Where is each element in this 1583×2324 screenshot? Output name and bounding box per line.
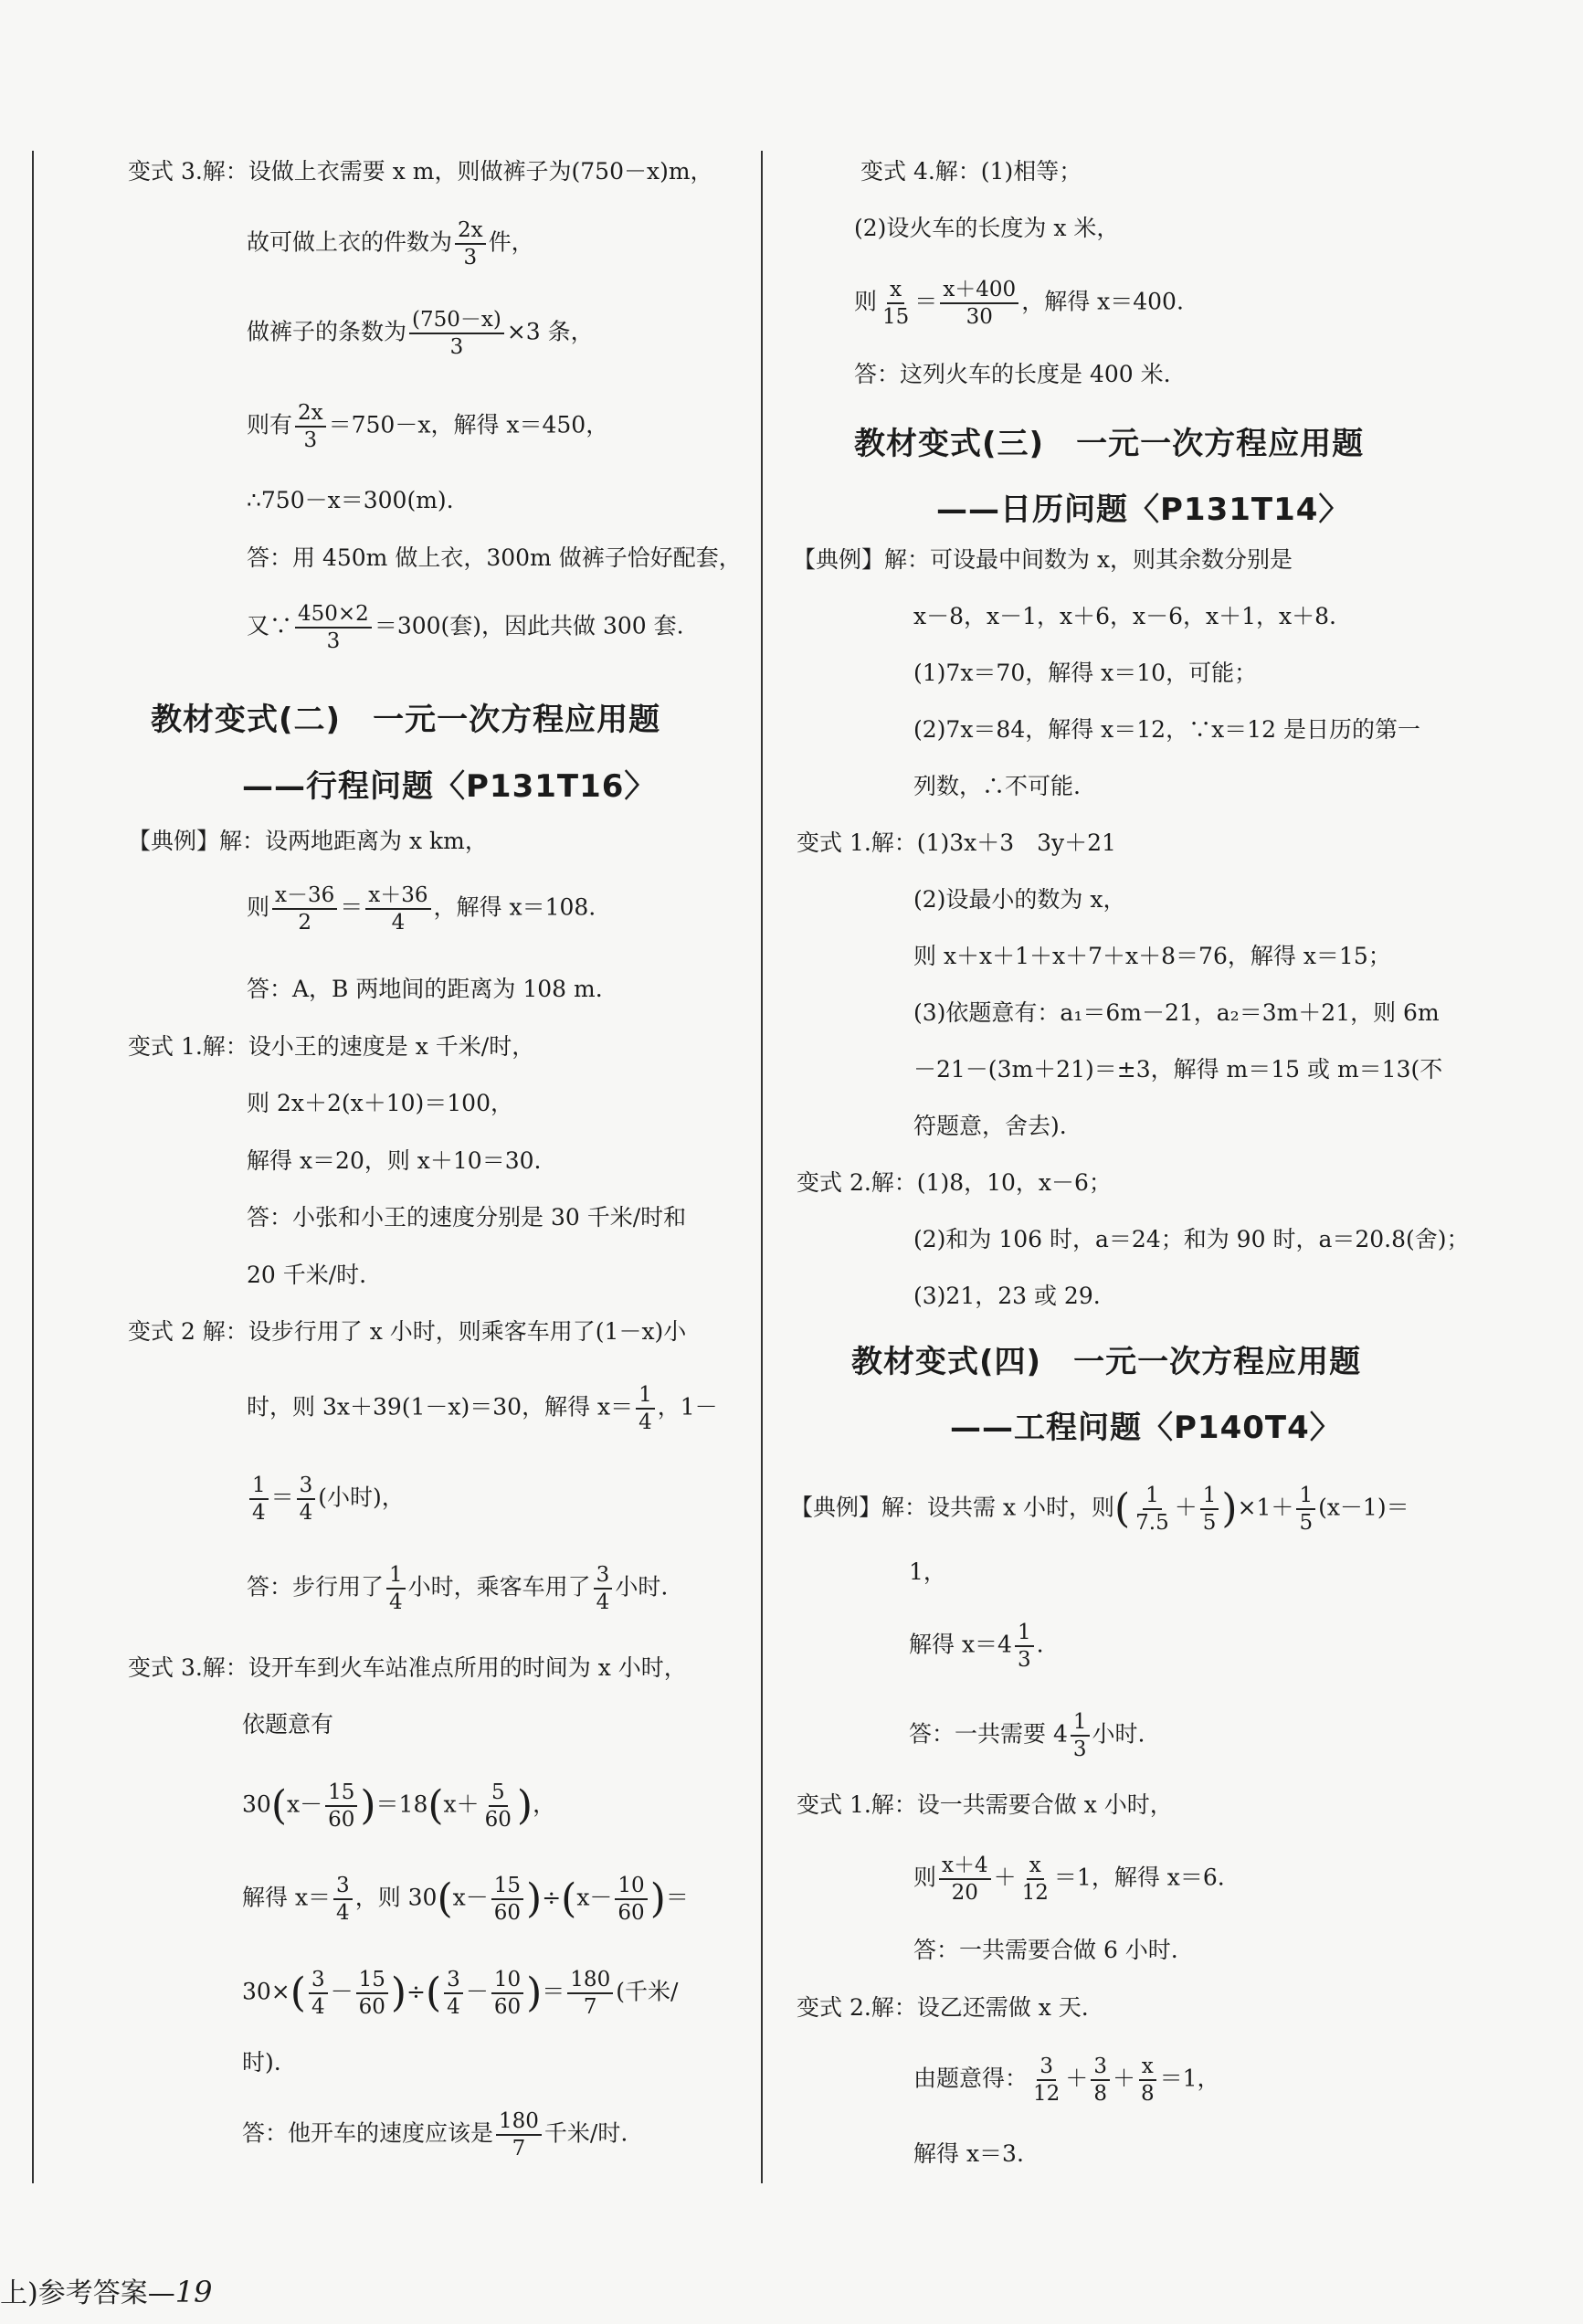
numerator: 5 (489, 1781, 508, 1807)
text: ＝1， (1159, 2065, 1220, 2092)
text: ＋ (1112, 2065, 1135, 2092)
numerator: 2x (295, 402, 326, 428)
v3a-line-3 (247, 309, 594, 358)
ex3-line-5: 列数，∴不可能. (913, 773, 1081, 799)
ex4-line-2: 1， (909, 1558, 946, 1585)
text: 解得 x＝4 (909, 1631, 1012, 1658)
text: ×1＋ (1237, 1494, 1294, 1521)
denominator: 60 (493, 1995, 522, 2020)
ex4-line-1: 【典例】解：设共需 x 小时，则( $\frac{1}{7.5}$ ＋ $\frac{1}{5}$ )×1＋ $\frac{1}{5}$ (x－1)＝ (790, 1484, 1409, 1536)
denominator: 30 (966, 305, 993, 330)
section-heading-3: 教材变式(三) 一元一次方程应用题 (854, 426, 1365, 462)
fraction (455, 219, 486, 269)
text: ， (533, 1791, 556, 1818)
numerator: (750－x) (409, 309, 504, 334)
fraction (272, 884, 337, 934)
v3-line-6: 时). (242, 2049, 281, 2076)
denominator: 3 (303, 428, 318, 453)
ex2-line-3: 答：A，B 两地间的距离为 108 m. (247, 976, 603, 1002)
fraction (444, 1969, 463, 2018)
text: (x－1)＝ (1318, 1494, 1409, 1521)
text: ＝18 (375, 1791, 428, 1818)
text: 时，则 3x＋39(1－x)＝30，解得 x＝ (247, 1393, 634, 1421)
text: － (330, 1978, 354, 2005)
numerator: 180 (567, 1969, 613, 1994)
numerator: 1 (1015, 1622, 1034, 1647)
numerator: 3 (594, 1564, 613, 1590)
text: ＋ (1065, 2065, 1089, 2092)
section-heading-4: 教材变式(四) 一元一次方程应用题 (851, 1344, 1362, 1380)
text: ＝300(套)，因此共做 300 套. (374, 612, 684, 639)
v3-line-2: 依题意有 (242, 1711, 334, 1738)
fraction (356, 1969, 388, 2018)
c1-line-2: (2)设最小的数为 x， (913, 886, 1126, 913)
text: ＋ (993, 1864, 1017, 1891)
text: ＝ (542, 1978, 565, 2005)
numerator: 450×2 (295, 603, 372, 629)
fraction (940, 279, 1018, 328)
fraction (482, 1781, 514, 1831)
c1-line-5: －21－(3m＋21)＝±3，解得 m＝15 或 m＝13(不 (913, 1056, 1443, 1083)
fraction (615, 1875, 647, 1924)
numerator: x (1027, 1854, 1044, 1880)
section-subheading-4: ——工程问题〈P140T4〉 (950, 1410, 1342, 1446)
v2-line-3 (247, 1474, 405, 1524)
section-subheading-3: ——日历问题〈P131T14〉 (936, 491, 1351, 528)
text: (千米/ (616, 1978, 679, 2005)
fraction (636, 1384, 655, 1433)
denominator: 3 (1017, 1648, 1031, 1673)
fraction (386, 1564, 406, 1613)
c2-line-2: (2)和为 106 时，a＝24；和为 90 时，a＝20.8(舍)； (913, 1226, 1470, 1252)
denominator: 60 (617, 1901, 645, 1926)
text: － (465, 1978, 489, 2005)
fraction (491, 1875, 523, 1924)
v1-line-1: 变式 1.解：设小王的速度是 x 千米/时， (128, 1033, 535, 1060)
c1-line-6: 符题意，舍去). (913, 1113, 1067, 1139)
fraction (880, 279, 912, 328)
text: x－ (452, 1884, 489, 1911)
text: . (1036, 1631, 1044, 1658)
v3-line-4: 解得 x＝ $\frac{3}{4}$ ，则 30(x－ $\frac{15}{60}$ )÷(x－ $\frac{10}{60}$ )＝ (242, 1874, 689, 1926)
v1-line-2: 则 2x＋2(x＋10)＝100， (247, 1090, 513, 1116)
numerator: 15 (356, 1969, 388, 1994)
numerator: 1 (1200, 1484, 1219, 1510)
v4-line-4: 答：这列火车的长度是 400 米. (854, 361, 1171, 387)
fraction (567, 1969, 613, 2018)
text: 答：一共需要 4 (909, 1720, 1068, 1748)
text: 30 (242, 1791, 271, 1818)
numerator: 3 (333, 1875, 353, 1900)
v1-line-4: 答：小张和小王的速度分别是 30 千米/时和 (247, 1204, 687, 1231)
fraction (1138, 2055, 1157, 2105)
numerator: x＋4 (939, 1854, 991, 1880)
denominator: 7.5 (1135, 1511, 1169, 1536)
ex2-line-1: 【典例】解：设两地距离为 x km， (128, 828, 488, 854)
text: 小时. (1092, 1720, 1145, 1748)
numerator: 2x (455, 219, 486, 245)
denominator: 4 (299, 1501, 313, 1526)
ex3-line-4: (2)7x＝84，解得 x＝12，∵x＝12 是日历的第一 (913, 716, 1420, 743)
w1-line-1: 变式 1.解：设一共需要合做 x 小时， (797, 1791, 1173, 1818)
text: 做裤子的条数为 (247, 318, 407, 345)
text: 30× (242, 1978, 290, 2005)
v2-line-1: 变式 2 解：设步行用了 x 小时，则乘客车用了(1－x)小 (128, 1318, 687, 1345)
denominator: 3 (463, 246, 478, 270)
fraction (939, 1854, 991, 1904)
numerator: 3 (309, 1969, 328, 1994)
v3a-line-4 (247, 402, 608, 451)
v3a-line-5: ∴750－x＝300(m). (247, 487, 454, 513)
text: 则有 (247, 411, 293, 438)
text: 小时. (615, 1573, 669, 1600)
v3a-line-1: 变式 3.解：设做上衣需要 x m，则做裤子为(750－x)m， (128, 158, 713, 185)
ex3-line-1: 【典例】解：可设最中间数为 x，则其余数分别是 (793, 546, 1293, 573)
text: 件， (488, 228, 534, 256)
v1-line-5: 20 千米/时. (247, 1262, 367, 1288)
denominator: 4 (447, 1995, 460, 2020)
text: 则 (913, 1864, 937, 1891)
column-divider (761, 151, 763, 2183)
text: (小时)， (318, 1484, 405, 1511)
v2-line-2 (247, 1384, 718, 1433)
text: ，则 30 (354, 1884, 438, 1911)
page-footer (0, 2270, 212, 2310)
fraction (295, 402, 326, 451)
text: 千米/时. (543, 2119, 628, 2147)
v3-line-1: 变式 3.解：设开车到火车站准点所用的时间为 x 小时， (128, 1654, 687, 1681)
fraction (309, 1969, 328, 2018)
denominator: 4 (638, 1410, 652, 1435)
numerator: x＋400 (940, 279, 1018, 304)
fraction (1200, 1484, 1219, 1534)
denominator: 3 (449, 335, 464, 360)
w1-line-3: 答：一共需要合做 6 小时. (913, 1937, 1178, 1963)
fraction (1133, 1484, 1172, 1534)
numerator: 1 (1296, 1484, 1315, 1510)
numerator: 3 (297, 1474, 316, 1500)
fraction (365, 884, 430, 934)
numerator: 180 (496, 2110, 542, 2136)
denominator: 12 (1033, 2082, 1061, 2107)
denominator: 20 (951, 1881, 978, 1906)
numerator: 10 (615, 1875, 647, 1900)
denominator: 4 (252, 1501, 266, 1526)
c2-line-3: (3)21，23 或 29. (913, 1283, 1101, 1309)
text: ＝ (270, 1484, 294, 1511)
text: 故可做上衣的件数为 (247, 228, 453, 256)
numerator: 1 (386, 1564, 406, 1590)
fraction (1091, 2055, 1110, 2105)
denominator: 5 (1299, 1511, 1314, 1536)
v4-line-3 (854, 279, 1184, 328)
numerator: x＋36 (365, 884, 430, 910)
text: ＝ (914, 288, 938, 315)
numerator: 15 (325, 1781, 357, 1807)
v3-line-7 (242, 2110, 628, 2160)
numerator: 3 (444, 1969, 463, 1994)
numerator: 1 (1071, 1711, 1090, 1737)
v3a-line-7 (247, 603, 684, 652)
numerator: 3 (1091, 2055, 1110, 2081)
fraction (333, 1875, 353, 1924)
denominator: 60 (358, 1995, 385, 2020)
ex3-line-3: (1)7x＝70，解得 x＝10，可能； (913, 660, 1258, 686)
page-number: 19 (174, 2275, 213, 2309)
text: 小时，乘客车用了 (407, 1573, 591, 1600)
fraction (1296, 1484, 1315, 1534)
text: ＝ (665, 1884, 689, 1911)
text: 则 (854, 288, 878, 315)
text: ＋ (1174, 1494, 1198, 1521)
fraction (491, 1969, 523, 2018)
numerator: x－36 (272, 884, 337, 910)
text: ＝750－x，解得 x＝450， (328, 411, 609, 438)
v4-line-1: 变式 4.解：(1)相等； (860, 158, 1082, 185)
text: ＝1，解得 x＝6. (1053, 1864, 1225, 1891)
ex4-line-3 (909, 1622, 1044, 1671)
text: 解得 x＝ (242, 1884, 332, 1911)
text: ÷ (406, 1978, 426, 2005)
section-subheading-2: ——行程问题〈P131T16〉 (242, 768, 657, 805)
denominator: 15 (882, 305, 910, 330)
text: ，解得 x＝108. (433, 893, 596, 921)
footer-label: 上)参考答案— (0, 2277, 175, 2309)
denominator: 4 (311, 1995, 325, 2020)
c2-line-1: 变式 2.解：(1)8，10，x－6； (797, 1169, 1112, 1196)
text: x＋ (443, 1791, 480, 1818)
fraction (325, 1781, 357, 1831)
c1-line-3: 则 x＋x＋1＋x＋7＋x＋8＝76，解得 x＝15； (913, 943, 1391, 969)
w2-line-2 (913, 2055, 1220, 2105)
denominator: 8 (1140, 2082, 1155, 2107)
numerator: 15 (491, 1875, 523, 1900)
denominator: 5 (1202, 1511, 1217, 1536)
numerator: 10 (491, 1969, 523, 1994)
ex3-line-2: x－8，x－1，x＋6，x－6，x＋1，x＋8. (913, 603, 1336, 629)
fraction (295, 603, 372, 652)
fraction (1030, 2055, 1062, 2105)
v3a-line-2 (247, 219, 534, 269)
denominator: 4 (391, 911, 406, 935)
text: ×3 条， (506, 318, 594, 345)
denominator: 4 (389, 1590, 403, 1615)
w2-line-3: 解得 x＝3. (913, 2140, 1024, 2167)
numerator: 1 (636, 1384, 655, 1410)
text: 答：步行用了 (247, 1573, 385, 1600)
text: x－ (286, 1791, 323, 1818)
numerator: x (887, 279, 904, 304)
fraction (409, 309, 504, 358)
left-margin-rule (32, 151, 34, 2183)
fraction (594, 1564, 613, 1613)
w2-line-1: 变式 2.解：设乙还需做 x 天. (797, 1994, 1089, 2021)
denominator: 4 (336, 1901, 350, 1926)
text: 【典例】解：设共需 x 小时，则 (790, 1494, 1114, 1521)
c1-line-1: 变式 1.解：(1)3x＋3 3y＋21 (797, 829, 1116, 856)
denominator: 60 (484, 1808, 512, 1833)
fraction (496, 2110, 542, 2160)
denominator: 3 (326, 629, 341, 654)
numerator: 1 (1143, 1484, 1162, 1510)
section-heading-2: 教材变式(二) 一元一次方程应用题 (151, 702, 661, 738)
text: 则 (247, 893, 270, 921)
v2-line-4 (247, 1564, 668, 1613)
c1-line-4: (3)依题意有：a₁＝6m－21，a₂＝3m＋21，则 6m (913, 999, 1440, 1026)
denominator: 3 (1072, 1738, 1087, 1762)
fraction (1019, 1854, 1051, 1904)
numerator: x (1139, 2055, 1156, 2081)
ex4-line-4 (909, 1711, 1145, 1760)
denominator: 2 (298, 911, 311, 935)
text: 又∵ (247, 612, 293, 639)
denominator: 4 (596, 1590, 610, 1615)
text: x－ (576, 1884, 613, 1911)
numerator: 1 (249, 1474, 269, 1500)
v3-line-5: 30×( $\frac{3}{4}$ － $\frac{15}{60}$ )÷( $\frac{3}{4}$ － $\frac{10}{60}$ )＝ $\frac{180}{7}$ (千米/ (242, 1968, 679, 2020)
text: ，解得 x＝400. (1021, 288, 1184, 315)
text: 答：他开车的速度应该是 (242, 2119, 494, 2147)
v3a-line-6: 答：用 450m 做上衣，300m 做裤子恰好配套， (247, 544, 742, 571)
text: 由题意得： (913, 2065, 1029, 2092)
text: ÷ (542, 1884, 562, 1911)
text: ＝ (340, 893, 364, 921)
text: ，1－ (657, 1393, 718, 1421)
fraction (1071, 1711, 1090, 1760)
denominator: 60 (493, 1901, 522, 1926)
denominator: 60 (328, 1808, 355, 1833)
v4-line-2: (2)设火车的长度为 x 米， (854, 215, 1120, 241)
denominator: 12 (1021, 1881, 1049, 1906)
ex2-line-2 (247, 884, 596, 934)
denominator: 7 (583, 1995, 597, 2020)
fraction (1015, 1622, 1034, 1671)
v1-line-3: 解得 x＝20，则 x＋10＝30. (247, 1147, 542, 1174)
numerator: 3 (1037, 2055, 1056, 2081)
fraction (249, 1474, 269, 1524)
denominator: 7 (512, 2137, 526, 2161)
v3-line-3: 30(x－ $\frac{15}{60}$ )＝18(x＋ $\frac{5}{60}$ )， (242, 1780, 556, 1833)
fraction (297, 1474, 316, 1524)
w1-line-2 (913, 1854, 1225, 1904)
denominator: 8 (1093, 2082, 1107, 2107)
